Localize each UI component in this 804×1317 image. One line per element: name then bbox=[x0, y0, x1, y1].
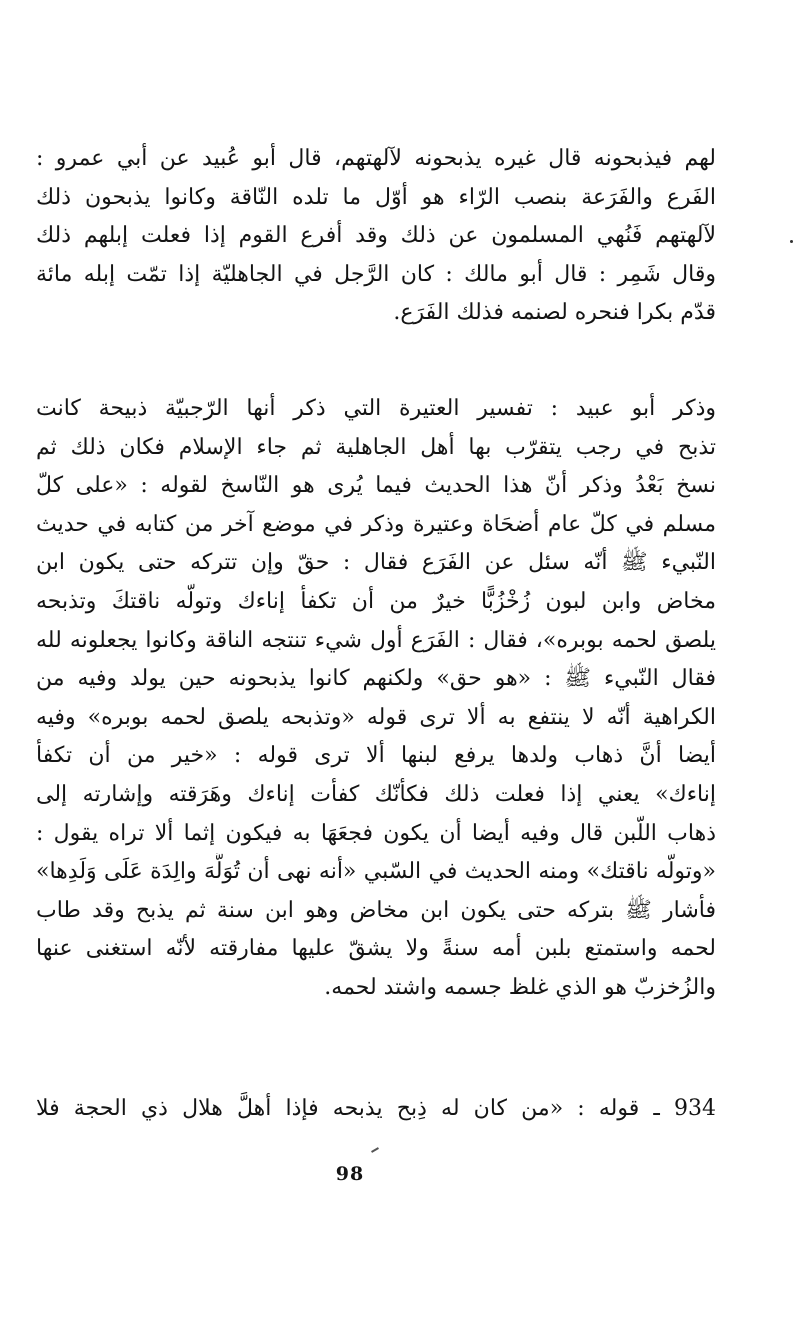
text-line: 934 ـ قوله : «من كان له ذِبح يذبحه فإذا أهلَّ هلال ذي الحجة فلا bbox=[36, 1096, 716, 1121]
text-line: أيضا أنَّ ذهاب ولدها يرفع لبنها ألا ترى قوله : «خير من أن تكفأ bbox=[36, 743, 716, 769]
text-line: الفَرع والفَرَعة بنصب الرّاء هو أوّل ما تلده النّاقة وكانوا يذبحون ذلك bbox=[36, 184, 716, 210]
text-line: مخاض وابن لبون زُخْزُبًّا خيرٌ من أن تكفأ إناءك وتولّه ناقتكَ وتذبحه bbox=[36, 588, 716, 614]
text-line: إناءك» يعني إذا فعلت ذلك فكأنّك كفأت إناءك وهَرَقته وإشارته إلى bbox=[36, 781, 716, 807]
text-line: «وتولّه ناقتك» ومنه الحديث في السّبي «أنه نهى أن تُوَلَّهَ والِدَة عَلَى وَلَدِها» bbox=[36, 859, 716, 885]
text-line: والزُخزبّ هو الذي غلظ جسمه واشتد لحمه. bbox=[324, 974, 716, 1000]
paragraph-1 bbox=[36, 140, 716, 333]
text-line: فأشار ﷺ بتركه حتى يكون ابن مخاض وهو ابن سنة ثم يذبح وقد طاب bbox=[36, 897, 716, 923]
paragraph-3 bbox=[36, 1090, 716, 1129]
text-line: وذكر أبو عبيد : تفسير العتيرة التي ذكر أنها الرّجبيّة ذبيحة كانت bbox=[36, 396, 716, 421]
text-line: قدّم بكرا فنحره لصنمه فذلك الفَرَع. bbox=[393, 300, 716, 326]
text-line: لهم فيذبحونه قال غيره يذبحونه لآلهتهم، قال أبو عُبيد عن أبي عمرو : bbox=[36, 146, 716, 171]
text-line: مسلم في كلّ عام أضحَاة وعتيرة وذكر في موضع آخر من كتابه في حديث bbox=[36, 511, 716, 537]
page-number: 98 bbox=[335, 1163, 365, 1185]
text-line: نسخ بَعْدُ وذكر أنّ هذا الحديث فيما يُرى هو النّاسخ لقوله : «على كلّ bbox=[36, 473, 716, 499]
margin-dot bbox=[790, 240, 793, 243]
tick-mark bbox=[371, 1147, 379, 1153]
text-line: فقال النّبيء ﷺ : «هو حق» ولكنهم كانوا يذبحونه حين يولد وفيه من bbox=[36, 666, 716, 692]
paragraph-2 bbox=[36, 390, 716, 1008]
text-line: تذبح في رجب يتقرّب بها أهل الجاهلية ثم جاء الإسلام فكان ذلك ثم bbox=[36, 434, 716, 460]
text-line: لحمه واستمتع بلبن أمه سنةً ولا يشقّ عليها مفارقته لأنّه استغنى عنها bbox=[36, 936, 716, 962]
text-line: يلصق لحمه بوبره»، فقال : الفَرَع أول شيء تنتجه الناقة وكانوا يجعلونه لله bbox=[36, 627, 716, 653]
text-line: الكراهية أنّه لا ينتفع به ألا ترى قوله «وتذبحه يلصق لحمه بوبره» وفيه bbox=[36, 704, 716, 730]
text-line: النّبيء ﷺ أنّه سئل عن الفَرَع فقال : حقّ وإن تتركه حتى يكون ابن bbox=[36, 550, 716, 576]
text-line: لآلهتهم فَنُهي المسلمون عن ذلك وقد أفرع القوم إذا فعلت إبلهم ذلك bbox=[36, 223, 716, 249]
text-line: ذهاب اللّبن قال وفيه أيضا أن يكون فجعَهَا به فيكون إثما ألا تراه يقول : bbox=[36, 820, 716, 846]
text-line: وقال شَمِر : قال أبو مالك : كان الرَّجل في الجاهليّة إذا تمّت إبله مائة bbox=[36, 261, 716, 287]
